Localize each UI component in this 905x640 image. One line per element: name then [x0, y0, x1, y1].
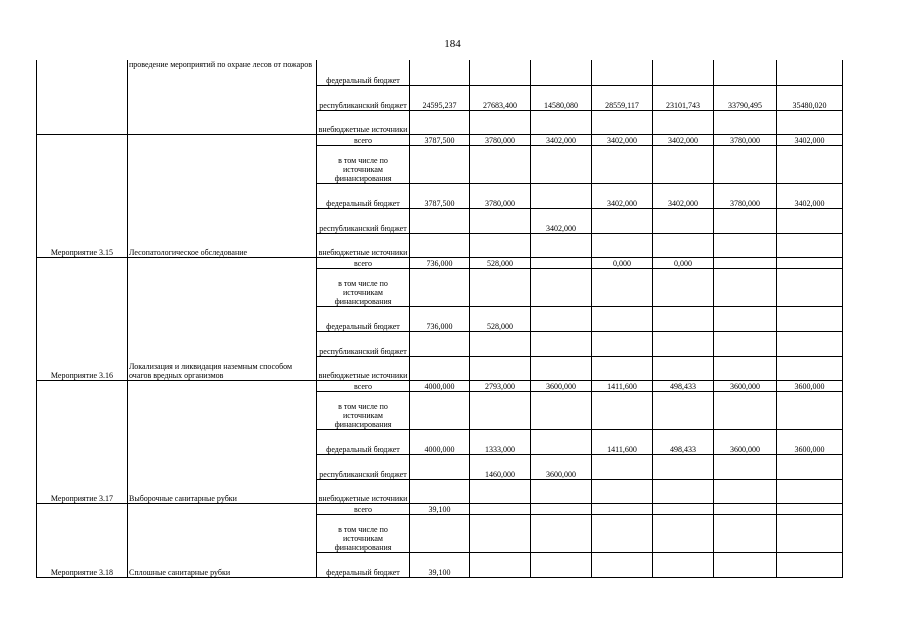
funding-source: федеральный бюджет [317, 429, 410, 454]
value-cell [777, 268, 843, 306]
value-cell [592, 503, 653, 514]
value-cell [410, 110, 470, 134]
measure-name: Локализация и ликвидация наземным способом очагов вредных организмов [128, 257, 317, 380]
value-cell [777, 356, 843, 380]
value-cell [531, 514, 592, 552]
funding-source: республиканский бюджет [317, 331, 410, 356]
value-cell: 3402,000 [777, 134, 843, 145]
value-cell [531, 356, 592, 380]
value-cell [470, 552, 531, 577]
funding-source: всего [317, 503, 410, 514]
value-cell: 33790,495 [714, 85, 777, 110]
value-cell [592, 145, 653, 183]
value-cell [777, 306, 843, 331]
value-cell [777, 503, 843, 514]
value-cell [531, 145, 592, 183]
funding-source: республиканский бюджет [317, 454, 410, 479]
value-cell: 3600,000 [777, 380, 843, 391]
value-cell: 736,000 [410, 257, 470, 268]
measure-name: Сплошные санитарные рубки [128, 503, 317, 577]
value-cell [470, 479, 531, 503]
table-row [37, 257, 843, 268]
value-cell [714, 268, 777, 306]
value-cell [470, 503, 531, 514]
value-cell: 2793,000 [470, 380, 531, 391]
value-cell: 4000,000 [410, 380, 470, 391]
value-cell [653, 268, 714, 306]
value-cell [531, 257, 592, 268]
value-cell: 28559,117 [592, 85, 653, 110]
value-cell: 498,433 [653, 380, 714, 391]
funding-source: в том числе по источникам финансирования [317, 145, 410, 183]
measure-code: Мероприятие 3.15 [37, 134, 128, 257]
value-cell: 3600,000 [777, 429, 843, 454]
value-cell [714, 145, 777, 183]
value-cell: 528,000 [470, 257, 531, 268]
measure-name: проведение мероприятий по охране лесов от пожаров [128, 60, 317, 134]
value-cell [777, 391, 843, 429]
value-cell: 1333,000 [470, 429, 531, 454]
value-cell [714, 257, 777, 268]
value-cell [592, 391, 653, 429]
value-cell [777, 233, 843, 257]
value-cell: 498,433 [653, 429, 714, 454]
funding-source: внебюджетные источники [317, 233, 410, 257]
value-cell [470, 145, 531, 183]
value-cell [470, 268, 531, 306]
value-cell [470, 110, 531, 134]
value-cell: 3780,000 [714, 134, 777, 145]
funding-source: федеральный бюджет [317, 306, 410, 331]
measure-name: Лесопатологическое обследование [128, 134, 317, 257]
table-row [37, 134, 843, 145]
value-cell [470, 233, 531, 257]
budget-table [36, 60, 843, 578]
value-cell [410, 514, 470, 552]
value-cell [531, 183, 592, 208]
value-cell: 3402,000 [777, 183, 843, 208]
value-cell: 3402,000 [531, 208, 592, 233]
value-cell: 3787,500 [410, 134, 470, 145]
value-cell [531, 60, 592, 85]
value-cell: 14580,080 [531, 85, 592, 110]
value-cell [714, 356, 777, 380]
funding-source: республиканский бюджет [317, 85, 410, 110]
value-cell [653, 391, 714, 429]
value-cell [714, 208, 777, 233]
value-cell: 35480,020 [777, 85, 843, 110]
measure-name: Выборочные санитарные рубки [128, 380, 317, 503]
value-cell [653, 306, 714, 331]
value-cell: 0,000 [592, 257, 653, 268]
funding-source: федеральный бюджет [317, 183, 410, 208]
value-cell [470, 514, 531, 552]
value-cell: 3402,000 [531, 134, 592, 145]
value-cell: 4000,000 [410, 429, 470, 454]
value-cell: 27683,400 [470, 85, 531, 110]
value-cell [410, 391, 470, 429]
measure-code: Мероприятие 3.18 [37, 503, 128, 577]
funding-source: внебюджетные источники [317, 110, 410, 134]
value-cell [777, 514, 843, 552]
value-cell [410, 268, 470, 306]
value-cell [531, 391, 592, 429]
value-cell [531, 479, 592, 503]
value-cell [592, 479, 653, 503]
value-cell [470, 356, 531, 380]
value-cell [653, 479, 714, 503]
value-cell [592, 454, 653, 479]
page-number: 184 [444, 38, 461, 50]
value-cell [470, 60, 531, 85]
value-cell [410, 233, 470, 257]
value-cell [592, 514, 653, 552]
value-cell [410, 60, 470, 85]
value-cell: 39,100 [410, 552, 470, 577]
funding-source: внебюджетные источники [317, 479, 410, 503]
value-cell: 3402,000 [592, 134, 653, 145]
value-cell [531, 233, 592, 257]
value-cell [592, 331, 653, 356]
value-cell: 736,000 [410, 306, 470, 331]
value-cell [777, 257, 843, 268]
funding-source: всего [317, 257, 410, 268]
value-cell [531, 429, 592, 454]
value-cell: 3600,000 [531, 380, 592, 391]
value-cell [653, 331, 714, 356]
value-cell: 528,000 [470, 306, 531, 331]
value-cell: 24595,237 [410, 85, 470, 110]
funding-source: федеральный бюджет [317, 60, 410, 85]
value-cell: 23101,743 [653, 85, 714, 110]
value-cell [592, 110, 653, 134]
value-cell [777, 145, 843, 183]
value-cell [777, 110, 843, 134]
funding-source: в том числе по источникам финансирования [317, 268, 410, 306]
value-cell [531, 503, 592, 514]
value-cell: 3780,000 [470, 134, 531, 145]
value-cell [714, 110, 777, 134]
value-cell [653, 60, 714, 85]
value-cell [531, 306, 592, 331]
value-cell [777, 208, 843, 233]
value-cell [531, 331, 592, 356]
value-cell [410, 454, 470, 479]
value-cell [653, 356, 714, 380]
measure-code [37, 60, 128, 134]
value-cell [531, 552, 592, 577]
value-cell [592, 208, 653, 233]
value-cell [714, 503, 777, 514]
funding-source: в том числе по источникам финансирования [317, 391, 410, 429]
value-cell [777, 479, 843, 503]
value-cell: 3780,000 [470, 183, 531, 208]
funding-source: внебюджетные источники [317, 356, 410, 380]
value-cell [470, 331, 531, 356]
value-cell [653, 503, 714, 514]
value-cell [714, 233, 777, 257]
value-cell: 3780,000 [714, 183, 777, 208]
value-cell [531, 110, 592, 134]
value-cell: 39,100 [410, 503, 470, 514]
value-cell [777, 454, 843, 479]
value-cell [714, 479, 777, 503]
value-cell [653, 145, 714, 183]
value-cell [653, 208, 714, 233]
value-cell: 1411,600 [592, 380, 653, 391]
value-cell [592, 552, 653, 577]
value-cell [592, 356, 653, 380]
table-row [37, 503, 843, 514]
value-cell: 3600,000 [531, 454, 592, 479]
value-cell [714, 454, 777, 479]
value-cell: 3600,000 [714, 380, 777, 391]
value-cell: 3402,000 [653, 183, 714, 208]
value-cell [653, 552, 714, 577]
value-cell [592, 268, 653, 306]
value-cell [714, 391, 777, 429]
value-cell [714, 514, 777, 552]
value-cell: 0,000 [653, 257, 714, 268]
value-cell [777, 552, 843, 577]
value-cell: 1411,600 [592, 429, 653, 454]
table-row [37, 60, 843, 85]
value-cell [592, 306, 653, 331]
value-cell [410, 479, 470, 503]
value-cell [653, 454, 714, 479]
value-cell [592, 233, 653, 257]
value-cell: 3600,000 [714, 429, 777, 454]
funding-source: республиканский бюджет [317, 208, 410, 233]
funding-source: в том числе по источникам финансирования [317, 514, 410, 552]
value-cell: 3402,000 [653, 134, 714, 145]
value-cell [653, 514, 714, 552]
value-cell [653, 110, 714, 134]
value-cell: 3787,500 [410, 183, 470, 208]
value-cell [777, 331, 843, 356]
value-cell: 3402,000 [592, 183, 653, 208]
value-cell [714, 60, 777, 85]
value-cell [410, 208, 470, 233]
measure-code: Мероприятие 3.17 [37, 380, 128, 503]
value-cell [777, 60, 843, 85]
value-cell [714, 552, 777, 577]
value-cell [714, 331, 777, 356]
value-cell [410, 145, 470, 183]
funding-source: всего [317, 380, 410, 391]
measure-code: Мероприятие 3.16 [37, 257, 128, 380]
table-row [37, 380, 843, 391]
value-cell [410, 356, 470, 380]
value-cell [592, 60, 653, 85]
value-cell [531, 268, 592, 306]
value-cell [470, 391, 531, 429]
value-cell: 1460,000 [470, 454, 531, 479]
value-cell [653, 233, 714, 257]
value-cell [714, 306, 777, 331]
value-cell [470, 208, 531, 233]
funding-source: федеральный бюджет [317, 552, 410, 577]
funding-source: всего [317, 134, 410, 145]
value-cell [410, 331, 470, 356]
